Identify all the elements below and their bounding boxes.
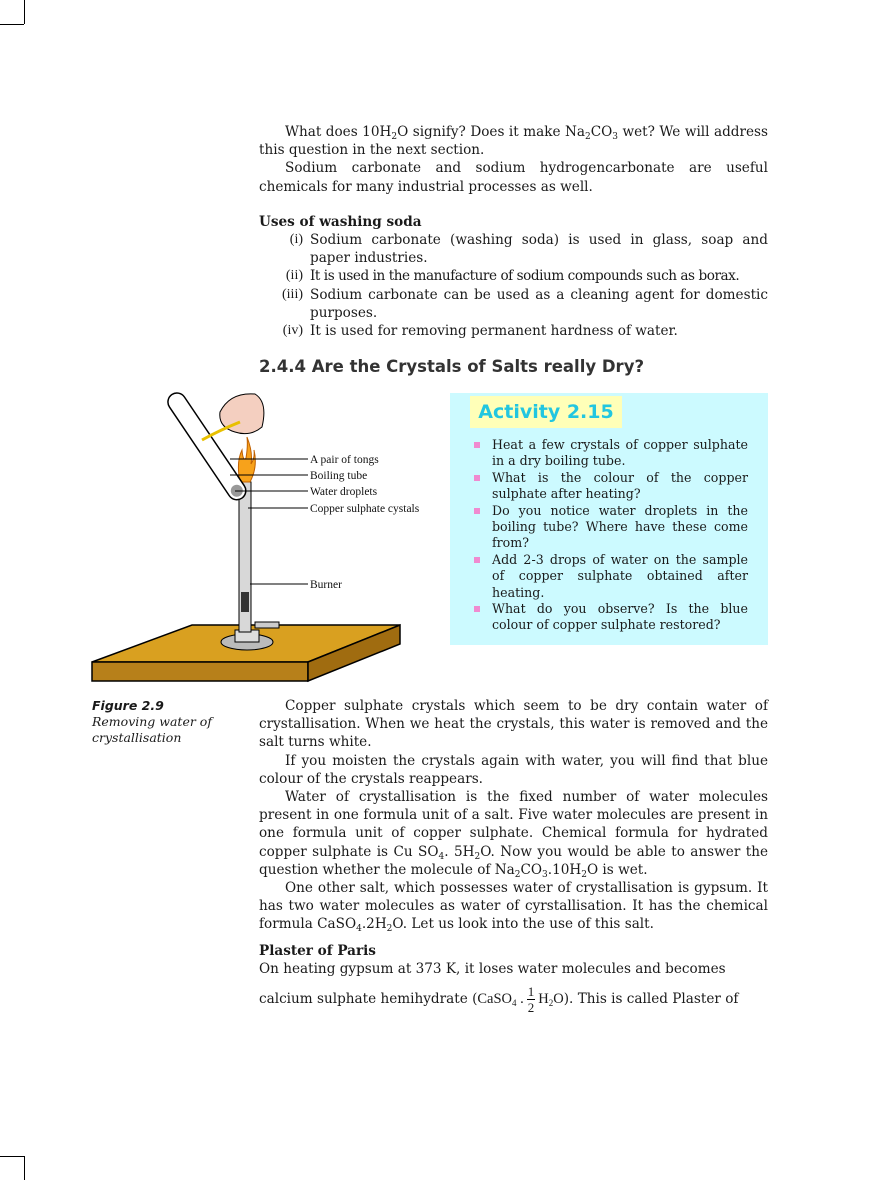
body-text <box>259 697 768 934</box>
activity-item: What do you observe? Is the blue colour of copper sulphate restored? <box>472 601 748 634</box>
label-crystals: Copper sulphate cystals <box>310 503 420 515</box>
item-text: Sodium carbonate can be used as a cleaning agent for domestic purposes. <box>310 286 768 321</box>
subscript: 2 <box>585 132 591 142</box>
item-text: It is used in the manufacture of sodium compounds such as borax. <box>310 268 740 285</box>
activity-list <box>472 437 748 634</box>
label-water-droplets: Water droplets <box>310 486 378 498</box>
item-number: (ii) <box>285 268 303 284</box>
list-item <box>259 322 768 340</box>
item-number: (iii) <box>282 286 303 302</box>
subscript: 3 <box>612 132 619 142</box>
subscript: 2 <box>581 869 587 880</box>
activity-item: Heat a few crystals of copper sulphate in a dry boiling tube. <box>472 437 748 470</box>
label-burner: Burner <box>310 579 342 591</box>
label-boiling-tube: Boiling tube <box>310 470 368 482</box>
subscript: 2 <box>386 924 393 935</box>
bullet-icon <box>474 557 480 563</box>
activity-item: Do you notice water droplets in the boiling tube? Where have these come from? <box>472 503 748 552</box>
figure-apparatus <box>90 392 450 687</box>
table-front <box>92 662 308 681</box>
subscript: 2 <box>391 132 398 142</box>
activity-title: Activity 2.15 <box>470 396 622 428</box>
crop-mark <box>24 0 25 24</box>
uses-list <box>259 231 768 340</box>
item-number: (iv) <box>282 323 303 339</box>
crop-mark <box>24 1156 25 1180</box>
plaster-heading: Plaster of Paris <box>259 943 376 959</box>
paragraph: One other salt, which possesses water of crystallisation is gypsum. It has two water molecules as water of cyrstallisation. It has the chemical formula $CaSO_4.2H_2O$. Let us look into the use of this salt. <box>259 880 768 935</box>
label-tongs: A pair of tongs <box>310 454 379 466</box>
subscript: 4 <box>356 924 362 935</box>
paragraph: On heating gypsum at 373 K, it loses water molecules and becomes <box>259 961 726 978</box>
paragraph: calcium sulphate hemihydrate (CaSO$_4$ . $\frac{1}{2}$ $H_2O$). This is called Plaster of <box>259 984 739 1016</box>
fraction: $\frac{1}{2}$ <box>527 984 535 1016</box>
gas-inlet <box>255 622 279 628</box>
subscript: 2 <box>474 851 481 862</box>
activity-item: What is the colour of the copper sulphate after heating? <box>472 470 748 503</box>
list-item <box>259 231 768 267</box>
activity-item: Add 2-3 drops of water on the sample of copper sulphate obtained after heating. <box>472 552 748 601</box>
bullet-icon <box>474 442 480 448</box>
paragraph: Sodium carbonate and sodium hydrogencarbonate are useful chemicals for many industrial processes as well. <box>259 160 768 195</box>
list-item <box>259 286 768 322</box>
activity-box <box>450 393 768 645</box>
crop-mark <box>0 1156 24 1157</box>
bullet-icon <box>474 508 480 514</box>
item-text: It is used for removing permanent hardness of water. <box>310 323 678 340</box>
paragraph: Copper sulphate crystals which seem to be dry contain water of crystallisation. When we heat the crystals, this water is removed and the salt turns white. <box>259 698 768 751</box>
subscript: 3 <box>542 869 548 880</box>
section-heading: 2.4.4 Are the Crystals of Salts really Dry? <box>259 357 645 376</box>
paragraph: What does $10H_2O$ signify? Does it make $Na_2CO_3$ wet? We will address this question in the next section. <box>259 124 768 159</box>
formula: CaSO$_4$ . $\frac{1}{2}$ $H_2O$ <box>477 984 564 1016</box>
bullet-icon <box>474 606 480 612</box>
paragraph: If you moisten the crystals again with water, you will find that blue colour of the crystals reappears. <box>259 752 768 787</box>
paragraph: Water of crystallisation is the fixed number of water molecules present in one formula unit of a salt. Five water molecules are present in one formula unit of copper sulphate. Chemical formula for hydrated copper sulphate is Cu $SO_4$. $5H_2O$. Now you would be able to answer the question whether the molecule of $Na_2CO_3.10H_2O$ is wet. <box>259 789 768 880</box>
crop-mark <box>0 24 24 25</box>
item-number: (i) <box>289 232 303 247</box>
subscript: 4 <box>438 851 445 862</box>
caption-title: Figure 2.9 <box>92 698 164 713</box>
uses-heading: Uses of washing soda <box>259 214 422 230</box>
bullet-icon <box>474 475 480 481</box>
item-text: Sodium carbonate (washing soda) is used in glass, soap and paper industries. <box>310 232 768 267</box>
subscript: 2 <box>514 869 521 880</box>
intro-text <box>259 123 768 196</box>
caption-text: Removing water of crystallisation <box>92 714 212 745</box>
plaster-section <box>259 942 768 1015</box>
list-item <box>259 267 768 285</box>
figure-caption <box>92 698 232 746</box>
